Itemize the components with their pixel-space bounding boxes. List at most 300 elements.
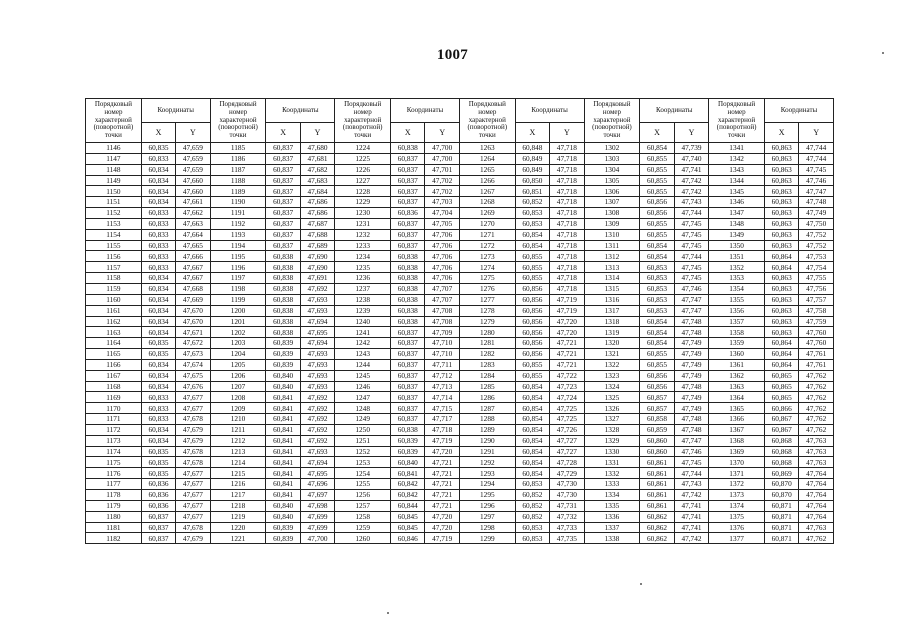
y-cell: 47,743 [674,197,708,208]
point-number-cell: 1269 [459,208,515,219]
y-cell: 47,710 [425,349,459,360]
y-cell: 47,718 [550,175,584,186]
y-cell: 47,680 [300,143,334,154]
x-cell: 60,837 [391,164,425,175]
x-cell: 60,838 [266,294,300,305]
y-cell: 47,761 [799,349,834,360]
x-cell: 60,871 [764,500,798,511]
y-cell: 47,764 [799,479,834,490]
y-cell: 47,702 [425,186,459,197]
coordinates-header: Координаты [764,99,833,123]
y-cell: 47,675 [176,370,210,381]
y-cell: 47,722 [550,370,584,381]
point-number-cell: 1350 [709,240,765,251]
y-cell: 47,762 [799,381,834,392]
x-cell: 60,839 [391,435,425,446]
x-cell: 60,855 [640,186,674,197]
x-cell: 60,854 [515,424,549,435]
y-cell: 47,699 [300,522,334,533]
scan-speck [387,612,389,614]
y-cell: 47,735 [550,533,584,544]
x-cell: 60,865 [764,381,798,392]
x-cell: 60,852 [515,197,549,208]
x-cell: 60,838 [266,305,300,316]
x-cell: 60,837 [391,359,425,370]
x-cell: 60,841 [266,392,300,403]
page-number: 1007 [436,47,469,63]
point-number-cell: 1186 [210,153,266,164]
y-cell: 47,747 [799,186,834,197]
point-number-cell: 1211 [210,424,266,435]
point-number-cell: 1280 [459,327,515,338]
point-number-cell: 1364 [709,392,765,403]
point-number-cell: 1302 [584,143,640,154]
y-cell: 47,677 [176,490,210,501]
point-number-cell: 1182 [86,533,142,544]
x-cell: 60,835 [141,349,175,360]
point-number-cell: 1236 [335,273,391,284]
point-number-header: Порядковый номер характерной (поворотной) точки [86,99,142,143]
y-cell: 47,755 [799,273,834,284]
point-number-cell: 1322 [584,359,640,370]
x-header: X [515,123,549,143]
x-cell: 60,834 [141,186,175,197]
point-number-cell: 1293 [459,468,515,479]
point-number-cell: 1303 [584,153,640,164]
x-cell: 60,837 [391,218,425,229]
x-cell: 60,841 [266,468,300,479]
y-cell: 47,744 [674,468,708,479]
x-cell: 60,863 [764,153,798,164]
y-cell: 47,741 [674,522,708,533]
y-cell: 47,698 [300,500,334,511]
y-cell: 47,739 [674,143,708,154]
table-row [86,392,834,403]
point-number-cell: 1151 [86,197,142,208]
point-number-cell: 1341 [709,143,765,154]
y-cell: 47,717 [425,414,459,425]
table-row [86,522,834,533]
y-cell: 47,694 [300,338,334,349]
x-cell: 60,841 [266,414,300,425]
point-number-cell: 1326 [584,403,640,414]
table-row [86,414,834,425]
point-number-cell: 1195 [210,251,266,262]
y-cell: 47,696 [300,479,334,490]
point-number-cell: 1376 [709,522,765,533]
x-cell: 60,838 [391,424,425,435]
point-number-cell: 1205 [210,359,266,370]
y-cell: 47,762 [799,414,834,425]
y-cell: 47,762 [799,533,834,544]
y-cell: 47,725 [550,403,584,414]
x-cell: 60,856 [515,294,549,305]
x-cell: 60,848 [515,143,549,154]
y-cell: 47,661 [176,197,210,208]
y-cell: 47,700 [425,153,459,164]
x-cell: 60,855 [515,370,549,381]
x-cell: 60,871 [764,533,798,544]
point-number-cell: 1330 [584,446,640,457]
x-cell: 60,862 [640,533,674,544]
point-number-cell: 1232 [335,229,391,240]
y-cell: 47,705 [425,218,459,229]
y-cell: 47,693 [300,370,334,381]
y-cell: 47,742 [674,175,708,186]
y-header: Y [674,123,708,143]
y-cell: 47,742 [674,490,708,501]
y-cell: 47,747 [674,305,708,316]
y-cell: 47,720 [425,511,459,522]
table-row [86,500,834,511]
point-number-cell: 1347 [709,208,765,219]
x-cell: 60,864 [764,338,798,349]
y-cell: 47,681 [300,153,334,164]
scan-speck [640,583,642,585]
y-cell: 47,686 [300,208,334,219]
point-number-cell: 1201 [210,316,266,327]
point-number-cell: 1290 [459,435,515,446]
x-cell: 60,838 [266,273,300,284]
point-number-cell: 1206 [210,370,266,381]
point-number-cell: 1179 [86,500,142,511]
x-cell: 60,833 [141,403,175,414]
point-number-cell: 1366 [709,414,765,425]
y-cell: 47,665 [176,240,210,251]
table-body [86,143,834,544]
x-cell: 60,841 [266,424,300,435]
y-cell: 47,678 [176,522,210,533]
x-cell: 60,855 [640,218,674,229]
point-number-cell: 1348 [709,218,765,229]
y-cell: 47,749 [799,208,834,219]
x-cell: 60,837 [141,511,175,522]
x-cell: 60,835 [141,468,175,479]
table-row [86,251,834,262]
table-row [86,446,834,457]
x-cell: 60,844 [391,500,425,511]
x-cell: 60,855 [515,251,549,262]
x-cell: 60,837 [391,186,425,197]
x-cell: 60,833 [141,392,175,403]
y-cell: 47,748 [674,414,708,425]
x-cell: 60,870 [764,479,798,490]
y-cell: 47,692 [300,424,334,435]
point-number-cell: 1161 [86,305,142,316]
y-cell: 47,693 [300,381,334,392]
x-cell: 60,837 [391,370,425,381]
x-cell: 60,865 [764,370,798,381]
x-cell: 60,853 [640,273,674,284]
x-cell: 60,849 [515,153,549,164]
y-cell: 47,669 [176,294,210,305]
point-number-cell: 1194 [210,240,266,251]
point-number-cell: 1356 [709,305,765,316]
table-row [86,143,834,154]
y-cell: 47,764 [799,500,834,511]
y-cell: 47,726 [550,424,584,435]
point-number-cell: 1345 [709,186,765,197]
y-cell: 47,659 [176,153,210,164]
y-cell: 47,743 [674,479,708,490]
point-number-cell: 1178 [86,490,142,501]
y-cell: 47,747 [674,435,708,446]
y-cell: 47,730 [550,479,584,490]
point-number-cell: 1202 [210,327,266,338]
y-cell: 47,718 [550,283,584,294]
point-number-cell: 1274 [459,262,515,273]
x-cell: 60,834 [141,175,175,186]
point-number-cell: 1266 [459,175,515,186]
point-number-cell: 1248 [335,403,391,414]
point-number-cell: 1263 [459,143,515,154]
point-number-cell: 1185 [210,143,266,154]
x-cell: 60,836 [141,490,175,501]
point-number-cell: 1292 [459,457,515,468]
y-cell: 47,693 [300,305,334,316]
x-cell: 60,836 [141,500,175,511]
y-cell: 47,718 [550,229,584,240]
point-number-cell: 1233 [335,240,391,251]
x-cell: 60,835 [141,143,175,154]
y-cell: 47,707 [425,283,459,294]
point-number-cell: 1150 [86,186,142,197]
y-cell: 47,748 [674,381,708,392]
point-number-cell: 1199 [210,294,266,305]
x-cell: 60,854 [640,327,674,338]
y-cell: 47,718 [550,218,584,229]
point-number-cell: 1219 [210,511,266,522]
y-cell: 47,763 [799,435,834,446]
x-cell: 60,838 [266,283,300,294]
x-cell: 60,864 [764,262,798,273]
y-cell: 47,718 [550,208,584,219]
x-cell: 60,845 [391,511,425,522]
y-header: Y [799,123,834,143]
y-cell: 47,742 [674,533,708,544]
point-number-cell: 1249 [335,414,391,425]
y-cell: 47,727 [550,435,584,446]
x-cell: 60,860 [640,435,674,446]
point-number-cell: 1173 [86,435,142,446]
table-row [86,349,834,360]
y-header: Y [176,123,210,143]
table-row [86,479,834,490]
y-cell: 47,701 [425,164,459,175]
x-cell: 60,857 [640,403,674,414]
y-cell: 47,764 [799,468,834,479]
point-number-cell: 1299 [459,533,515,544]
y-cell: 47,721 [425,479,459,490]
x-cell: 60,860 [640,446,674,457]
point-number-cell: 1319 [584,327,640,338]
y-cell: 47,718 [550,153,584,164]
y-cell: 47,692 [300,435,334,446]
point-number-cell: 1250 [335,424,391,435]
x-cell: 60,871 [764,522,798,533]
x-cell: 60,834 [141,381,175,392]
y-cell: 47,663 [176,218,210,229]
x-cell: 60,834 [141,197,175,208]
point-number-cell: 1285 [459,381,515,392]
table-row [86,294,834,305]
x-cell: 60,856 [640,197,674,208]
point-number-cell: 1363 [709,381,765,392]
x-header: X [266,123,300,143]
y-cell: 47,674 [176,359,210,370]
y-cell: 47,718 [550,262,584,273]
x-cell: 60,839 [266,338,300,349]
y-cell: 47,662 [176,208,210,219]
point-number-cell: 1238 [335,294,391,305]
point-number-cell: 1310 [584,229,640,240]
y-cell: 47,745 [674,457,708,468]
point-number-cell: 1190 [210,197,266,208]
point-number-cell: 1297 [459,511,515,522]
point-number-cell: 1227 [335,175,391,186]
x-cell: 60,859 [640,424,674,435]
x-cell: 60,838 [391,262,425,273]
y-cell: 47,706 [425,229,459,240]
x-cell: 60,833 [141,251,175,262]
y-cell: 47,748 [674,424,708,435]
x-cell: 60,833 [141,414,175,425]
y-cell: 47,760 [799,338,834,349]
point-number-cell: 1321 [584,349,640,360]
y-cell: 47,700 [425,143,459,154]
point-number-cell: 1291 [459,446,515,457]
y-cell: 47,718 [550,164,584,175]
point-number-cell: 1325 [584,392,640,403]
point-number-cell: 1209 [210,403,266,414]
y-cell: 47,708 [425,316,459,327]
x-cell: 60,838 [391,316,425,327]
point-number-cell: 1191 [210,208,266,219]
point-number-cell: 1338 [584,533,640,544]
y-cell: 47,733 [550,522,584,533]
y-cell: 47,725 [550,414,584,425]
y-cell: 47,713 [425,381,459,392]
y-cell: 47,718 [550,251,584,262]
x-cell: 60,837 [391,381,425,392]
point-number-cell: 1375 [709,511,765,522]
x-cell: 60,863 [764,164,798,175]
x-cell: 60,839 [266,533,300,544]
x-cell: 60,870 [764,490,798,501]
y-cell: 47,764 [799,511,834,522]
point-number-cell: 1346 [709,197,765,208]
y-cell: 47,691 [300,273,334,284]
x-cell: 60,853 [640,283,674,294]
point-number-cell: 1174 [86,446,142,457]
x-header: X [391,123,425,143]
point-number-cell: 1197 [210,273,266,284]
x-cell: 60,837 [391,403,425,414]
y-cell: 47,677 [176,403,210,414]
x-cell: 60,863 [764,273,798,284]
x-cell: 60,838 [391,283,425,294]
x-cell: 60,853 [515,533,549,544]
y-cell: 47,697 [300,490,334,501]
y-header: Y [425,123,459,143]
point-number-cell: 1276 [459,283,515,294]
point-number-cell: 1264 [459,153,515,164]
y-cell: 47,710 [425,338,459,349]
x-cell: 60,849 [515,164,549,175]
point-number-cell: 1258 [335,511,391,522]
x-cell: 60,864 [764,349,798,360]
point-number-cell: 1284 [459,370,515,381]
y-cell: 47,745 [674,262,708,273]
y-cell: 47,659 [176,143,210,154]
table-row [86,533,834,544]
y-cell: 47,677 [176,392,210,403]
x-cell: 60,868 [764,446,798,457]
y-cell: 47,757 [799,294,834,305]
point-number-cell: 1166 [86,359,142,370]
point-number-cell: 1188 [210,175,266,186]
x-cell: 60,861 [640,457,674,468]
y-cell: 47,744 [674,251,708,262]
y-cell: 47,706 [425,240,459,251]
y-cell: 47,719 [550,294,584,305]
y-cell: 47,689 [300,240,334,251]
y-cell: 47,729 [550,468,584,479]
y-cell: 47,746 [674,283,708,294]
x-cell: 60,838 [391,273,425,284]
y-cell: 47,671 [176,327,210,338]
y-cell: 47,695 [300,468,334,479]
point-number-cell: 1192 [210,218,266,229]
point-number-cell: 1295 [459,490,515,501]
y-cell: 47,670 [176,305,210,316]
point-number-cell: 1234 [335,251,391,262]
point-number-cell: 1158 [86,273,142,284]
table-row [86,175,834,186]
x-cell: 60,856 [640,208,674,219]
y-cell: 47,719 [550,305,584,316]
x-cell: 60,854 [515,240,549,251]
x-cell: 60,851 [515,186,549,197]
x-cell: 60,833 [141,153,175,164]
y-cell: 47,718 [425,424,459,435]
point-number-cell: 1169 [86,392,142,403]
x-cell: 60,838 [391,143,425,154]
point-number-cell: 1177 [86,479,142,490]
table-row [86,240,834,251]
x-cell: 60,856 [515,283,549,294]
x-cell: 60,856 [515,349,549,360]
point-number-cell: 1157 [86,262,142,273]
point-number-cell: 1180 [86,511,142,522]
point-number-cell: 1315 [584,283,640,294]
x-cell: 60,833 [141,240,175,251]
x-cell: 60,834 [141,370,175,381]
point-number-cell: 1244 [335,359,391,370]
y-cell: 47,677 [176,479,210,490]
y-cell: 47,730 [550,490,584,501]
x-cell: 60,865 [764,392,798,403]
point-number-cell: 1369 [709,446,765,457]
point-number-cell: 1210 [210,414,266,425]
x-cell: 60,867 [764,424,798,435]
y-cell: 47,694 [300,316,334,327]
y-cell: 47,745 [674,273,708,284]
point-number-cell: 1318 [584,316,640,327]
x-cell: 60,834 [141,283,175,294]
y-cell: 47,702 [425,175,459,186]
x-cell: 60,863 [764,208,798,219]
